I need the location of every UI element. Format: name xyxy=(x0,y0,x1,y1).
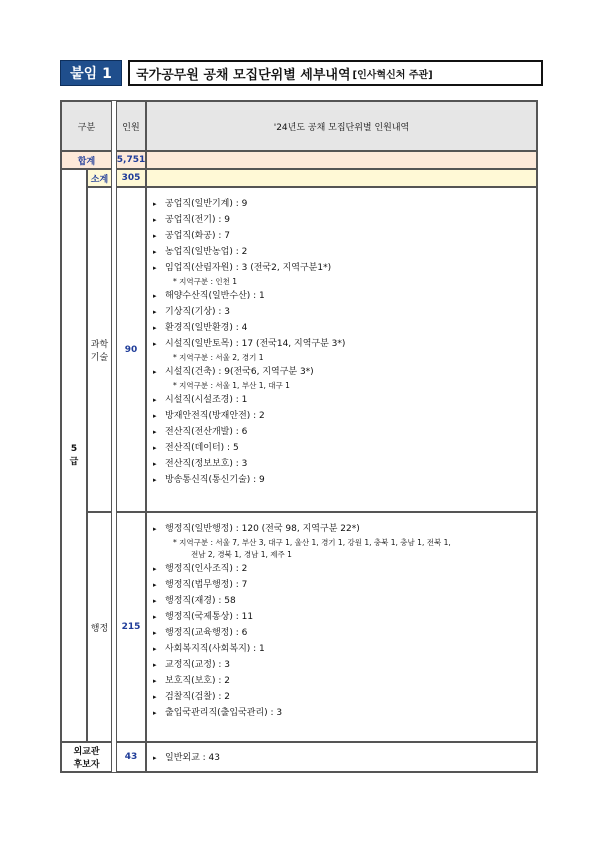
title-subtitle: [인사혁신처 주관] xyxy=(352,69,433,81)
admin-list-item: ▸ 사회복지직(사회복지) : 1 xyxy=(153,641,451,657)
admin-value: 215 xyxy=(116,512,146,742)
science-list-item: ▸ 공업직(일반기계) : 9 xyxy=(153,196,345,212)
science-list-note: * 지역구분 : 서울 2, 경기 1 xyxy=(173,353,264,362)
total-value: 5,751 xyxy=(116,151,146,169)
attachment-badge: 붙임 1 xyxy=(60,60,122,86)
diplomat-list-item: ▸ 일반외교 : 43 xyxy=(153,750,220,766)
grade5-label-top: 5 xyxy=(70,444,78,454)
science-list-item: ▸ 공업직(화공) : 7 xyxy=(153,228,345,244)
science-list-item: ▸ 농업직(일반농업) : 2 xyxy=(153,244,345,260)
science-list-item: ▸ 전산직(정보보호) : 3 xyxy=(153,456,345,472)
science-list-item: ▸ 환경직(일반환경) : 4 xyxy=(153,320,345,336)
science-label xyxy=(87,187,112,512)
admin-item-list xyxy=(153,521,451,721)
admin-list-item: ▸ 행정직(일반행정) : 120 (전국 98, 지역구분 22*) xyxy=(153,521,451,537)
total-details xyxy=(146,151,537,169)
science-list-item: ▸ 임업직(산림자원) : 3 (전국2, 지역구분1*) xyxy=(153,260,345,276)
science-list-item: ▸ 전산직(데이터) : 5 xyxy=(153,440,345,456)
science-list-item: ▸ 시설직(시설조경) : 1 xyxy=(153,392,345,408)
admin-list-item: ▸ 행정직(교육행정) : 6 xyxy=(153,625,451,641)
document-header xyxy=(60,60,543,86)
diplomat-value: 43 xyxy=(116,742,146,772)
science-list-item: ▸ 전산직(전산개발) : 6 xyxy=(153,424,345,440)
science-list-item: ▸ 방송통신직(통신기술) : 9 xyxy=(153,472,345,488)
diplomat-label xyxy=(61,742,112,772)
admin-list-item: ▸ 출입국관리직(출입국관리) : 3 xyxy=(153,705,451,721)
admin-details xyxy=(146,512,537,742)
diplomat-details xyxy=(146,742,537,772)
science-list-item: ▸ 해양수산직(일반수산) : 1 xyxy=(153,288,345,304)
science-list-item: ▸ 기상직(기상) : 3 xyxy=(153,304,345,320)
admin-label: 행정 xyxy=(87,512,112,742)
header-count: 인원 xyxy=(116,101,146,151)
science-list-item: ▸ 시설직(건축) : 9(전국6, 지역구분 3*) xyxy=(153,364,345,380)
header-category: 구분 xyxy=(61,101,112,151)
science-value: 90 xyxy=(116,187,146,512)
admin-list-item: ▸ 검찰직(검찰) : 2 xyxy=(153,689,451,705)
grade5-label-bottom: 급 xyxy=(69,457,79,467)
subtotal-details xyxy=(146,169,537,187)
diplomat-item-list xyxy=(153,750,220,766)
recruitment-table xyxy=(60,100,538,773)
admin-list-note: 전남 2, 경북 1, 경남 1, 제주 1 xyxy=(191,550,292,559)
admin-list-item: ▸ 행정직(인사조직) : 2 xyxy=(153,561,451,577)
admin-list-item: ▸ 행정직(법무행정) : 7 xyxy=(153,577,451,593)
science-label-1: 과학 xyxy=(90,339,109,350)
title-text: 국가공무원 공채 모집단위별 세부내역 xyxy=(136,67,351,83)
science-list-item: ▸ 방재안전직(방재안전) : 2 xyxy=(153,408,345,424)
admin-list-note: * 지역구분 : 서울 7, 부산 3, 대구 1, 울산 1, 경기 1, 강원 1, 충북 1, 충남 1, 전북 1, xyxy=(173,538,451,547)
science-label-2: 기술 xyxy=(90,352,109,363)
science-item-list xyxy=(153,196,345,488)
admin-list-item: ▸ 교정직(교정) : 3 xyxy=(153,657,451,673)
diplomat-label-1: 외교관 xyxy=(73,747,100,757)
admin-list-item: ▸ 행정직(재경) : 58 xyxy=(153,593,451,609)
subtotal-label: 소계 xyxy=(87,169,112,187)
header-details: '24년도 공채 모집단위별 인원내역 xyxy=(146,101,537,151)
subtotal-value: 305 xyxy=(116,169,146,187)
diplomat-label-2: 후보자 xyxy=(73,760,100,770)
grade5-label xyxy=(61,169,87,742)
admin-list-item: ▸ 행정직(국제통상) : 11 xyxy=(153,609,451,625)
document-title xyxy=(128,60,543,86)
science-list-item: ▸ 공업직(전기) : 9 xyxy=(153,212,345,228)
science-list-note: * 지역구분 : 서울 1, 부산 1, 대구 1 xyxy=(173,381,290,390)
science-list-note: * 지역구분 : 인천 1 xyxy=(173,277,238,286)
science-details xyxy=(146,187,537,512)
admin-list-item: ▸ 보호직(보호) : 2 xyxy=(153,673,451,689)
total-label: 합계 xyxy=(61,151,112,169)
science-list-item: ▸ 시설직(일반토목) : 17 (전국14, 지역구분 3*) xyxy=(153,336,345,352)
